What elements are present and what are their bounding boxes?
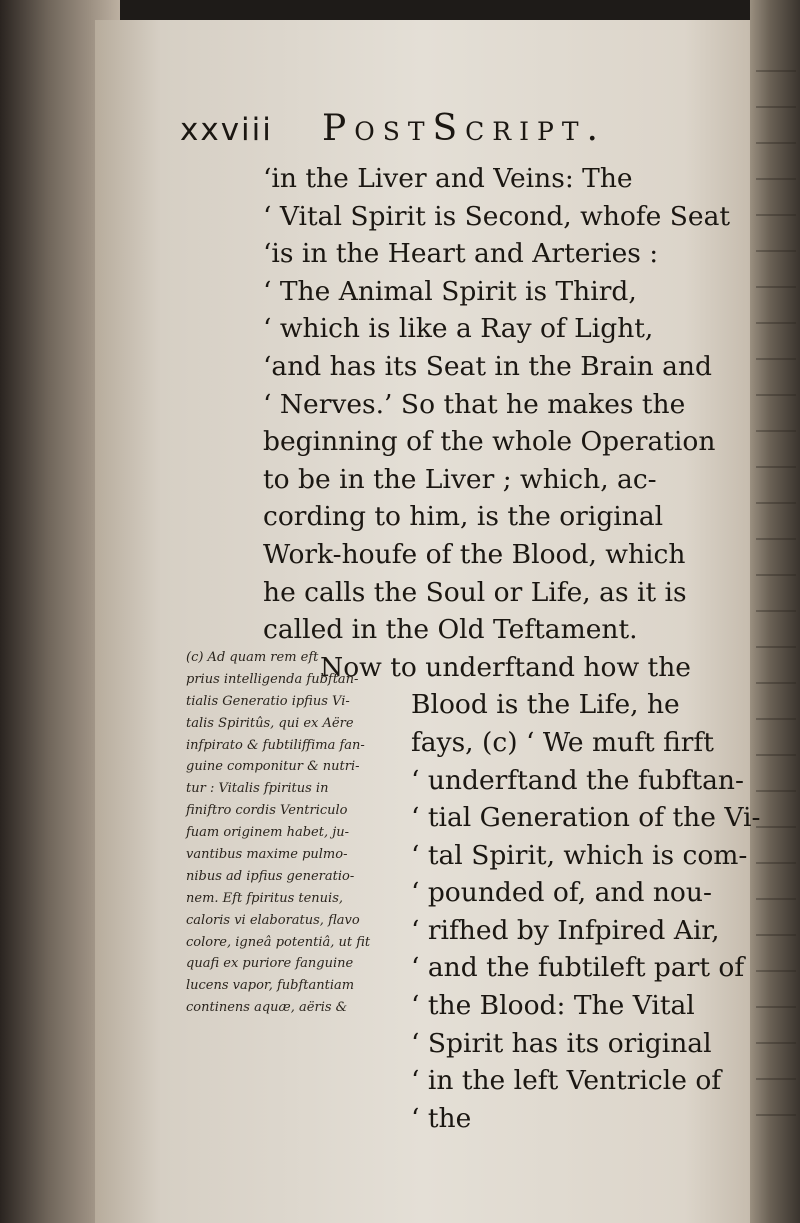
note-line: vantibus maxime pulmo-: [186, 847, 348, 863]
note-line: continens aquæ, aëris &: [186, 1000, 348, 1016]
text-line: ‘ underftand the fubftan-: [411, 764, 744, 796]
text-line: called in the Old Teftament.: [263, 614, 638, 646]
page-number: xxviii: [180, 112, 273, 148]
text-line: ‘ pounded of, and nou-: [411, 877, 712, 909]
side-note: [186, 647, 371, 1019]
text-line: ‘ Spirit has its original: [411, 1027, 712, 1059]
note-line: (c) Ad quam rem eft: [186, 650, 319, 665]
note-line: caloris vi elaboratus, flavo: [186, 912, 360, 928]
text-line: Blood is the Life, he: [411, 689, 680, 721]
note-line: fuam originem habet, ju-: [186, 825, 350, 841]
running-title: PostScript.: [322, 108, 606, 149]
text-line: ‘ tal Spirit, which is com-: [411, 839, 748, 871]
text-line: ‘in the Liver and Veins: The: [263, 163, 633, 194]
note-line: talis Spiritûs, qui ex Aëre: [186, 715, 354, 731]
note-line: lucens vapor, fubftantiam: [186, 978, 355, 994]
note-line: guine componitur & nutri-: [186, 759, 360, 775]
text-line: cording to him, is the original: [263, 501, 664, 533]
text-line: Now to underftand how the: [320, 651, 691, 683]
note-line: finiftro cordis Ventriculo: [186, 803, 348, 819]
note-line: infpirato & fubtiliffima fan-: [186, 737, 365, 753]
note-line: tialis Generatio ipfius Vi-: [186, 693, 350, 709]
note-line: prius intelligenda fubftan-: [186, 671, 359, 687]
note-line: quafi ex puriore fanguine: [186, 956, 354, 972]
text-line: ‘ Vital Spirit is Second, whofe Seat: [263, 200, 731, 232]
note-line: nem. Eft fpiritus tenuis,: [186, 890, 344, 906]
text-line: he calls the Soul or Life, as it is: [263, 576, 687, 608]
text-line: beginning of the whole Operation: [263, 426, 716, 458]
text-line: ‘is in the Heart and Arteries :: [263, 238, 659, 270]
text-line: ‘ The Animal Spirit is Third,: [263, 275, 637, 307]
note-line: nibus ad ipfius generatio-: [186, 868, 355, 884]
text-line: Work-houfe of the Blood, which: [263, 538, 686, 570]
page-header: [180, 108, 740, 156]
note-line: colore, igneâ potentiâ, ut fit: [186, 934, 371, 950]
text-line: ‘ the Blood: The Vital: [411, 990, 695, 1022]
text-line: fays, (c) ‘ We muft firft: [411, 726, 714, 758]
text-line: to be in the Liver ; which, ac-: [263, 463, 657, 495]
text-line: ‘ tial Generation of the Vi-: [411, 802, 761, 834]
text-line: ‘ and the fubtileft part of: [411, 952, 745, 984]
text-line: ‘ which is like a Ray of Light,: [263, 313, 654, 345]
text-line: ‘ the: [411, 1102, 472, 1134]
text-line: ‘and has its Seat in the Brain and: [263, 350, 712, 382]
text-line: ‘ Nerves.’ So that he makes the: [263, 388, 686, 420]
note-line: tur : Vitalis fpiritus in: [186, 781, 329, 797]
text-line: ‘ in the left Ventricle of: [411, 1065, 722, 1097]
text-line: ‘ rifhed by Infpired Air,: [411, 914, 720, 946]
